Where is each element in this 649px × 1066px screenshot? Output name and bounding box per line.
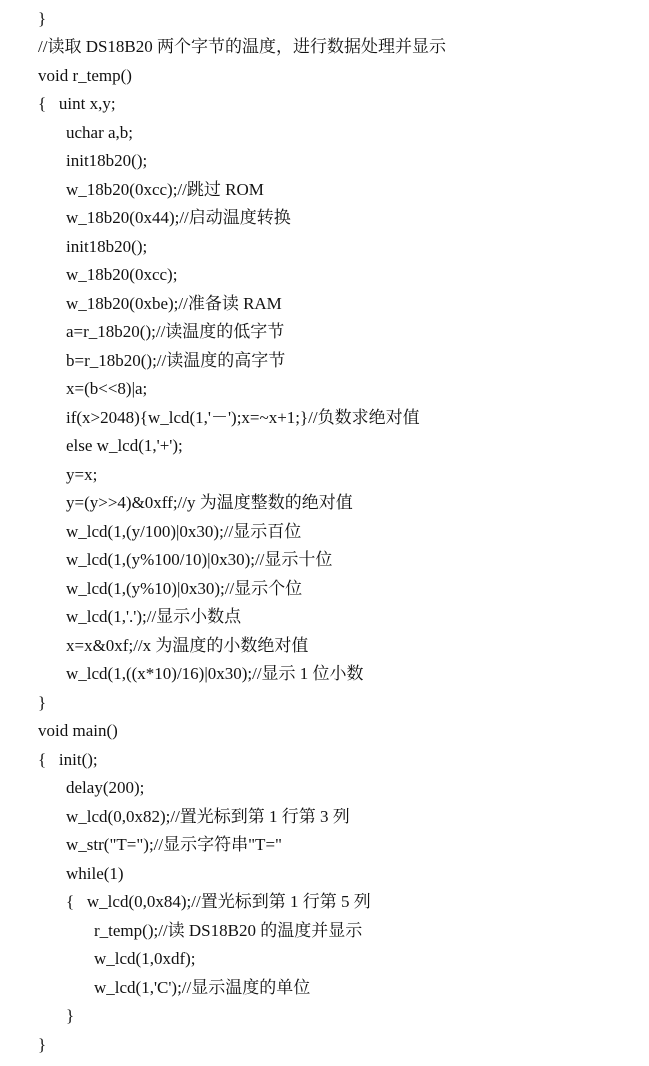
code-line: w_lcd(1,((x*10)/16)|0x30);//显示 1 位小数 bbox=[66, 664, 364, 683]
code-line: else w_lcd(1,'+'); bbox=[66, 436, 183, 455]
code-line: { init(); bbox=[38, 750, 98, 769]
code-line: y=(y>>4)&0xff;//y 为温度整数的绝对值 bbox=[66, 493, 353, 512]
code-line: { uint x,y; bbox=[38, 94, 116, 113]
code-line: } bbox=[66, 1006, 75, 1025]
code-line: } bbox=[38, 9, 47, 28]
code-line: w_lcd(1,(y/100)|0x30);//显示百位 bbox=[66, 522, 302, 541]
code-line: x=(b<<8)|a; bbox=[66, 379, 148, 398]
code-line: x=x&0xf;//x 为温度的小数绝对值 bbox=[66, 636, 309, 655]
code-line: //读取 DS18B20 两个字节的温度，进行数据处理并显示 bbox=[38, 37, 447, 56]
code-line: } bbox=[38, 1035, 47, 1054]
code-line: w_lcd(0,0x82);//置光标到第 1 行第 3 列 bbox=[66, 807, 350, 826]
code-line: w_18b20(0xcc); bbox=[66, 265, 178, 284]
code-line: if(x>2048){w_lcd(1,'－');x=~x+1;}//负数求绝对值 bbox=[66, 408, 420, 427]
code-line: while(1) bbox=[66, 864, 124, 883]
code-line: w_18b20(0xcc);//跳过 ROM bbox=[66, 180, 264, 199]
code-line: delay(200); bbox=[66, 778, 145, 797]
code-line: b=r_18b20();//读温度的高字节 bbox=[66, 351, 286, 370]
code-line: w_str("T=");//显示字符串"T=" bbox=[66, 835, 282, 854]
code-line: a=r_18b20();//读温度的低字节 bbox=[66, 322, 285, 341]
code-line: init18b20(); bbox=[66, 151, 148, 170]
code-line: w_lcd(1,(y%10)|0x30);//显示个位 bbox=[66, 579, 303, 598]
code-line: w_lcd(1,'C');//显示温度的单位 bbox=[94, 978, 311, 997]
code-line: w_lcd(1,(y%100/10)|0x30);//显示十位 bbox=[66, 550, 333, 569]
code-line: w_lcd(1,'.');//显示小数点 bbox=[66, 607, 242, 626]
code-line: w_lcd(1,0xdf); bbox=[94, 949, 196, 968]
code-line: void main() bbox=[38, 721, 118, 740]
code-line: uchar a,b; bbox=[66, 123, 134, 142]
code-line: { w_lcd(0,0x84);//置光标到第 1 行第 5 列 bbox=[66, 892, 371, 911]
code-line: void r_temp() bbox=[38, 66, 132, 85]
code-line: w_18b20(0xbe);//准备读 RAM bbox=[66, 294, 282, 313]
code-line: init18b20(); bbox=[66, 237, 148, 256]
code-line: w_18b20(0x44);//启动温度转换 bbox=[66, 208, 291, 227]
code-line: r_temp();//读 DS18B20 的温度并显示 bbox=[94, 921, 363, 940]
code-line: y=x; bbox=[66, 465, 98, 484]
code-line: } bbox=[38, 693, 47, 712]
